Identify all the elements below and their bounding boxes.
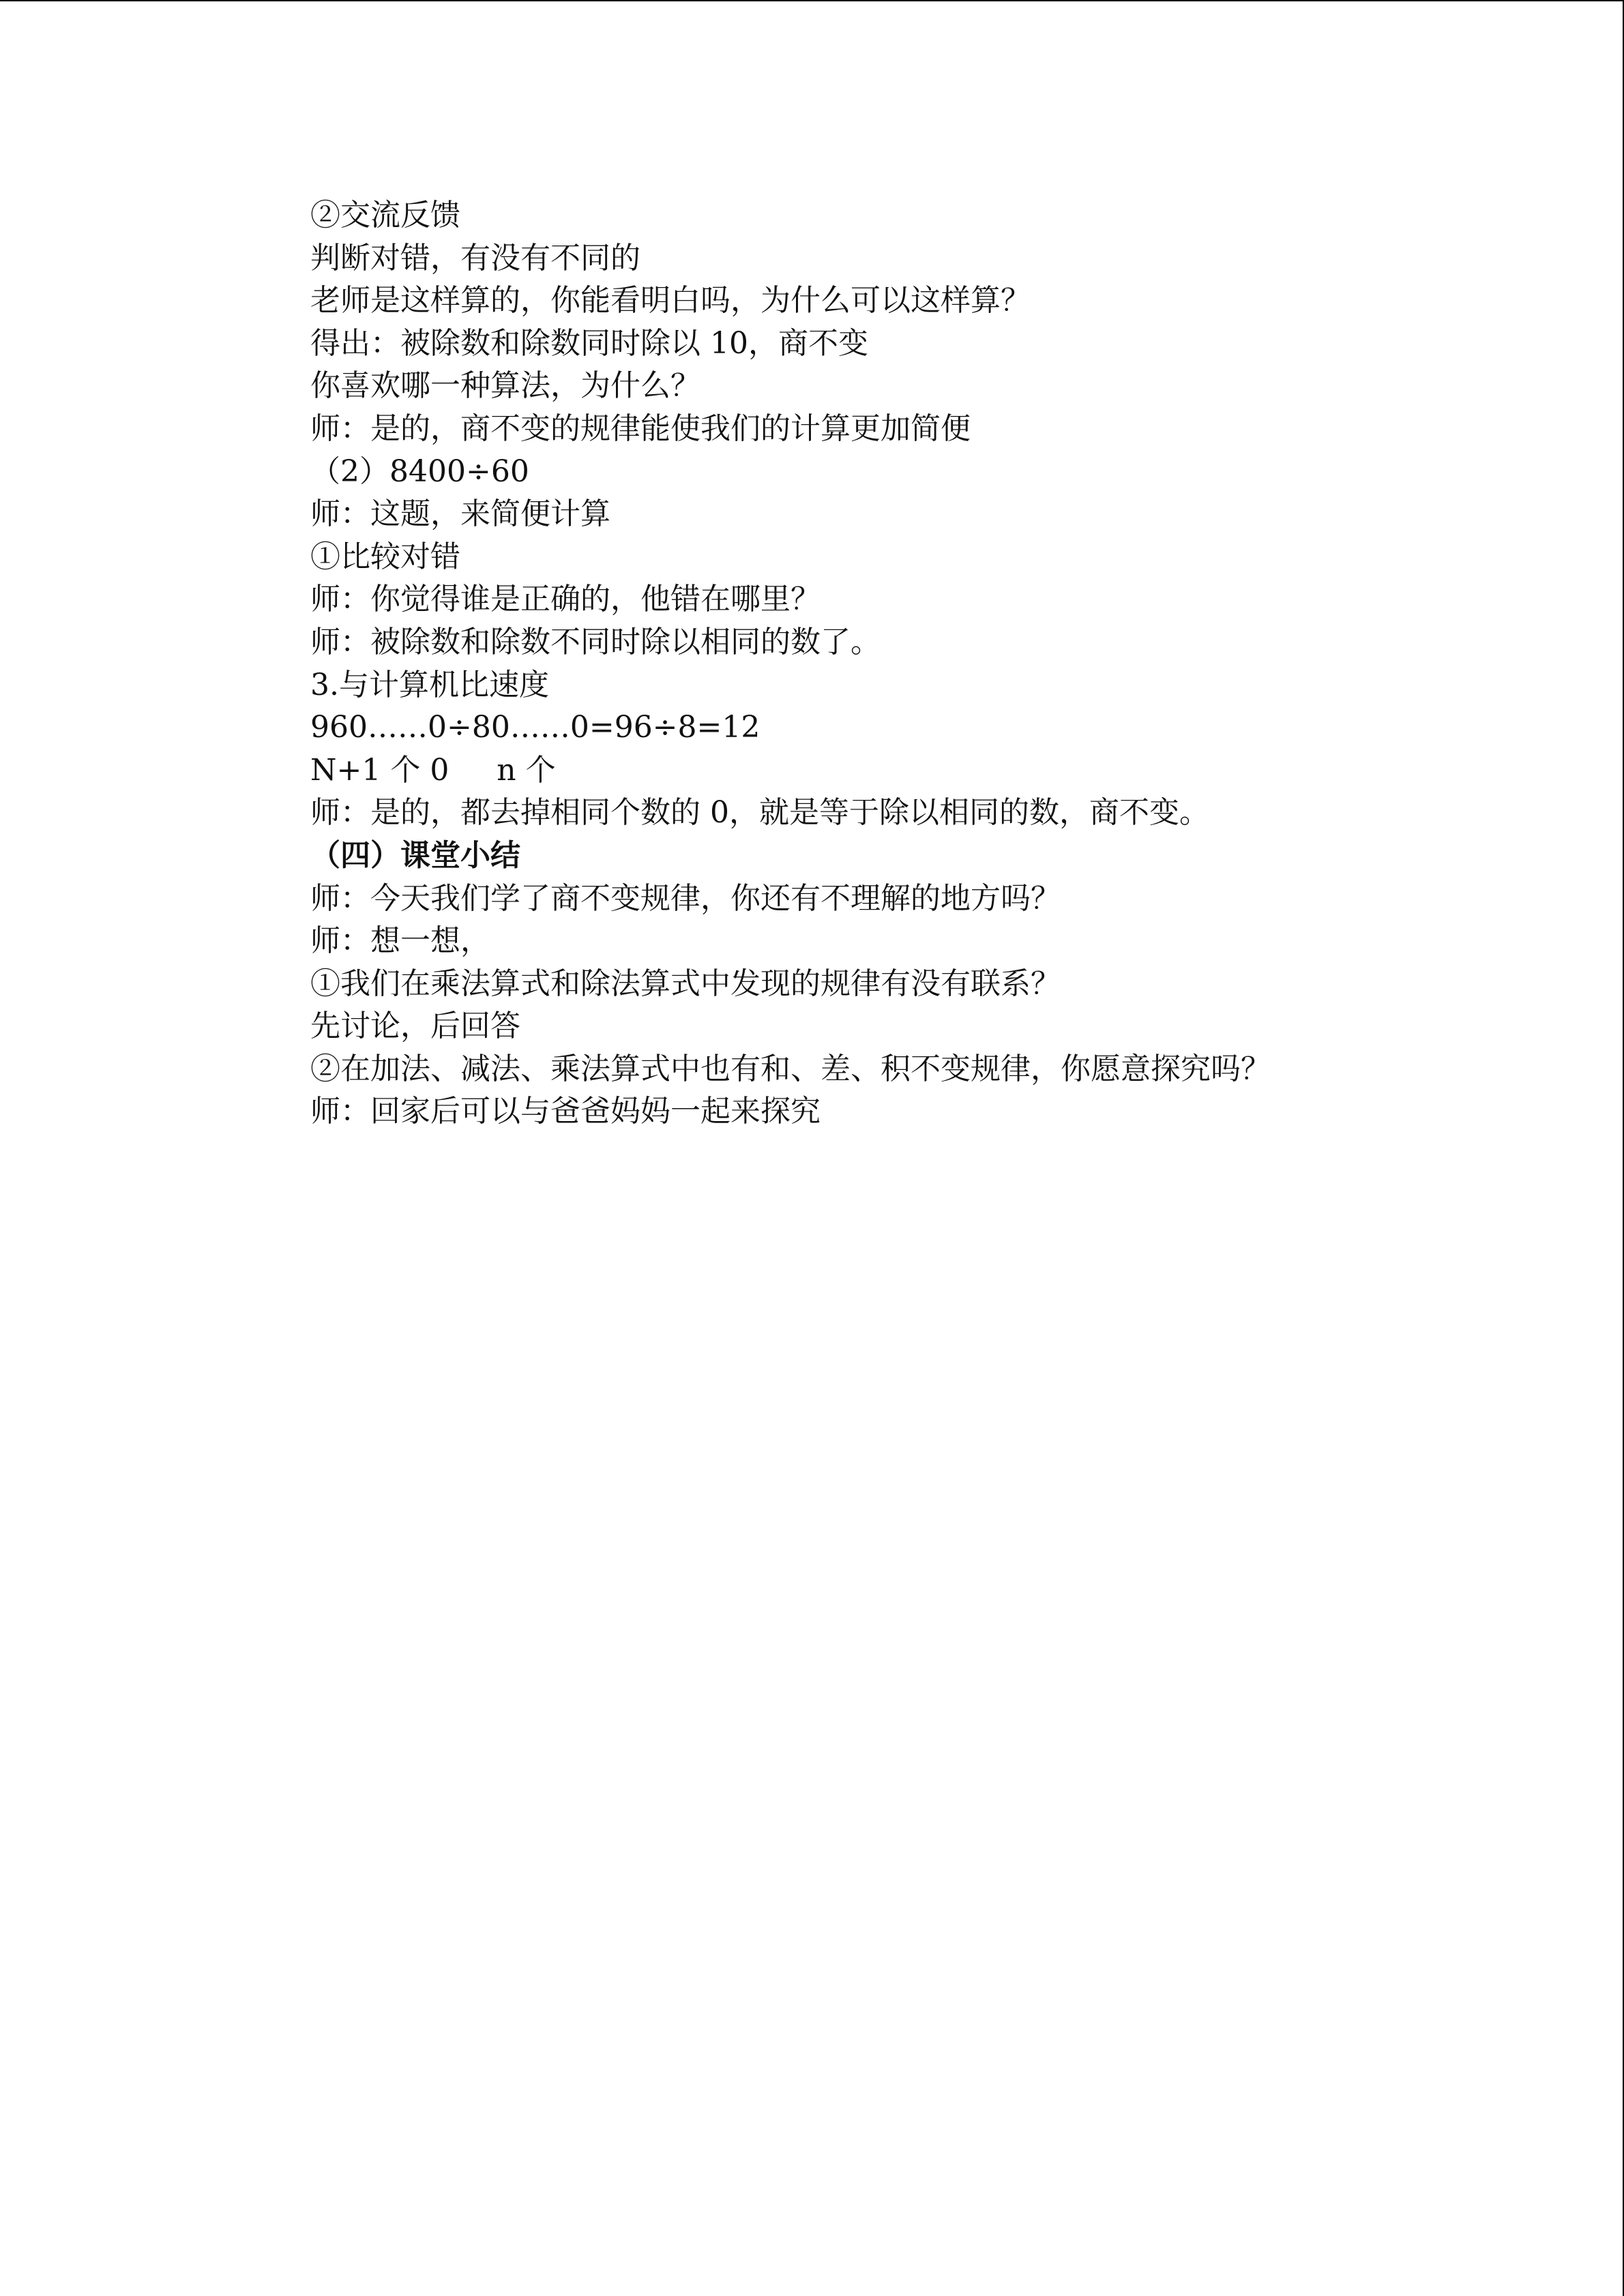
- text-line: ②在加法、减法、乘法算式中也有和、差、积不变规律，你愿意探究吗？: [310, 1051, 1271, 1086]
- text-line: 3.与计算机比速度: [310, 667, 549, 702]
- text-line: 师：今天我们学了商不变规律，你还有不理解的地方吗？: [310, 880, 1061, 916]
- text-line: 师：是的，都去掉相同个数的 0，就是等于除以相同的数，商不变。: [310, 795, 1209, 831]
- text-line: ①比较对错: [310, 539, 460, 574]
- text-line: ②交流反馈: [310, 198, 460, 233]
- text-line: （2）8400÷60: [310, 453, 529, 489]
- text-line: 师：回家后可以与爸爸妈妈一起来探究: [310, 1094, 821, 1129]
- section-heading: （四）课堂小结: [310, 837, 520, 873]
- text-line: ①我们在乘法算式和除法算式中发现的规律有没有联系？: [310, 966, 1061, 1001]
- text-line: 先讨论，后回答: [310, 1009, 520, 1044]
- document-body: [310, 194, 1470, 1133]
- text-line: 960……0÷80……0=96÷8=12: [310, 710, 761, 745]
- text-line: 师：被除数和除数不同时除以相同的数了。: [310, 624, 881, 659]
- text-line: 你喜欢哪一种算法，为什么？: [310, 368, 700, 404]
- text-line: 老师是这样算的，你能看明白吗，为什么可以这样算？: [310, 283, 1031, 318]
- text-line: 得出：被除数和除数同时除以 10，商不变: [310, 325, 868, 361]
- text-line: 师：是的，商不变的规律能使我们的计算更加简便: [310, 411, 971, 446]
- text-line: 判断对错，有没有不同的: [310, 240, 640, 275]
- text-line: 师：想一想，: [310, 923, 490, 959]
- text-line: N+1 个 0 n 个: [310, 752, 556, 788]
- text-line: 师：这题，来简便计算: [310, 496, 610, 532]
- text-line: 师：你觉得谁是正确的，他错在哪里？: [310, 582, 821, 617]
